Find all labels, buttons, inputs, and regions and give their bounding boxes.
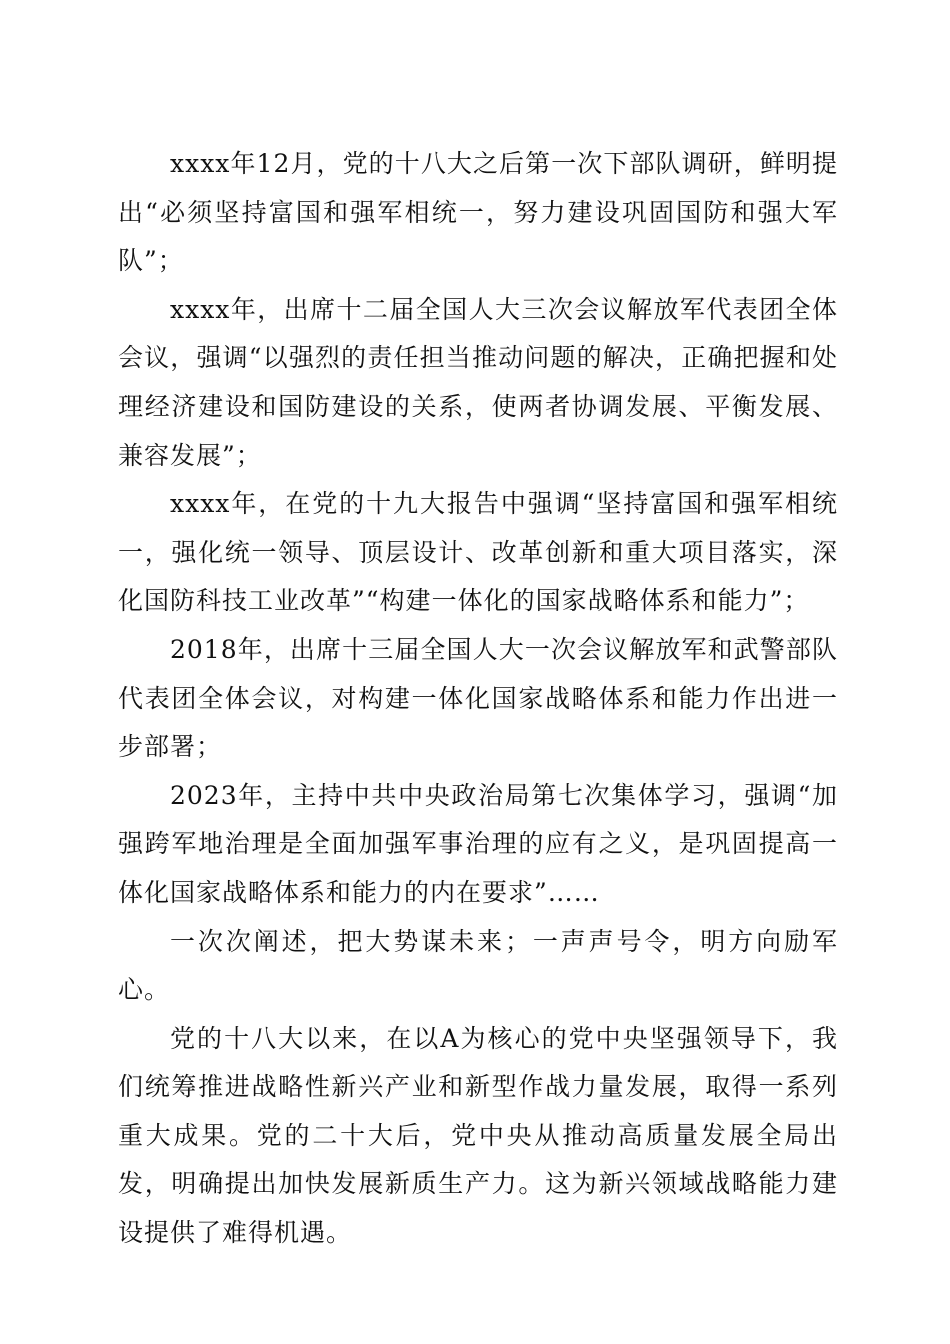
paragraph-summary-line: 一次次阐述，把大势谋未来；一声声号令，明方向励军心。: [118, 926, 838, 1005]
paragraph-2018-npc: 2018年，出席十三届全国人大一次会议解放军和武警部队代表团全体会议，对构建一体化国家战略体系和能力作出进一步部署；: [118, 634, 838, 762]
paragraph-2023-politburo-study: 2023年，主持中共中央政治局第七次集体学习，强调“加强跨军地治理是全面加强军事治理的应有之义，是巩固提高一体化国家战略体系和能力的内在要求”……: [118, 780, 838, 907]
paragraph-19th-congress-report: xxxx年，在党的十九大报告中强调“坚持富国和强军相统一，强化统一领导、顶层设计、改革创新和重大项目落实，深化国防科技工业改革”“构建一体化的国家战略体系和能力”；: [118, 489, 838, 616]
paragraph-since-18th-congress: 党的十八大以来，在以A为核心的党中央坚强领导下，我们统筹推进战略性新兴产业和新型作战力量发展，取得一系列重大成果。党的二十大后，党中央从推动高质量发展全局出发，明确提出加快发展新质生产力。这为新兴领域战略能力建设提供了难得机遇。: [118, 1023, 838, 1248]
document-body: [118, 140, 838, 1258]
paragraph-2012-research: xxxx年12月，党的十八大之后第一次下部队调研，鲜明提出“必须坚持富国和强军相统一，努力建设巩固国防和强大军队”；: [118, 149, 838, 276]
paragraph-npc-third-session: xxxx年，出席十二届全国人大三次会议解放军代表团全体会议，强调“以强烈的责任担当推动问题的解决，正确把握和处理经济建设和国防建设的关系，使两者协调发展、平衡发展、兼容发展”；: [118, 294, 838, 470]
